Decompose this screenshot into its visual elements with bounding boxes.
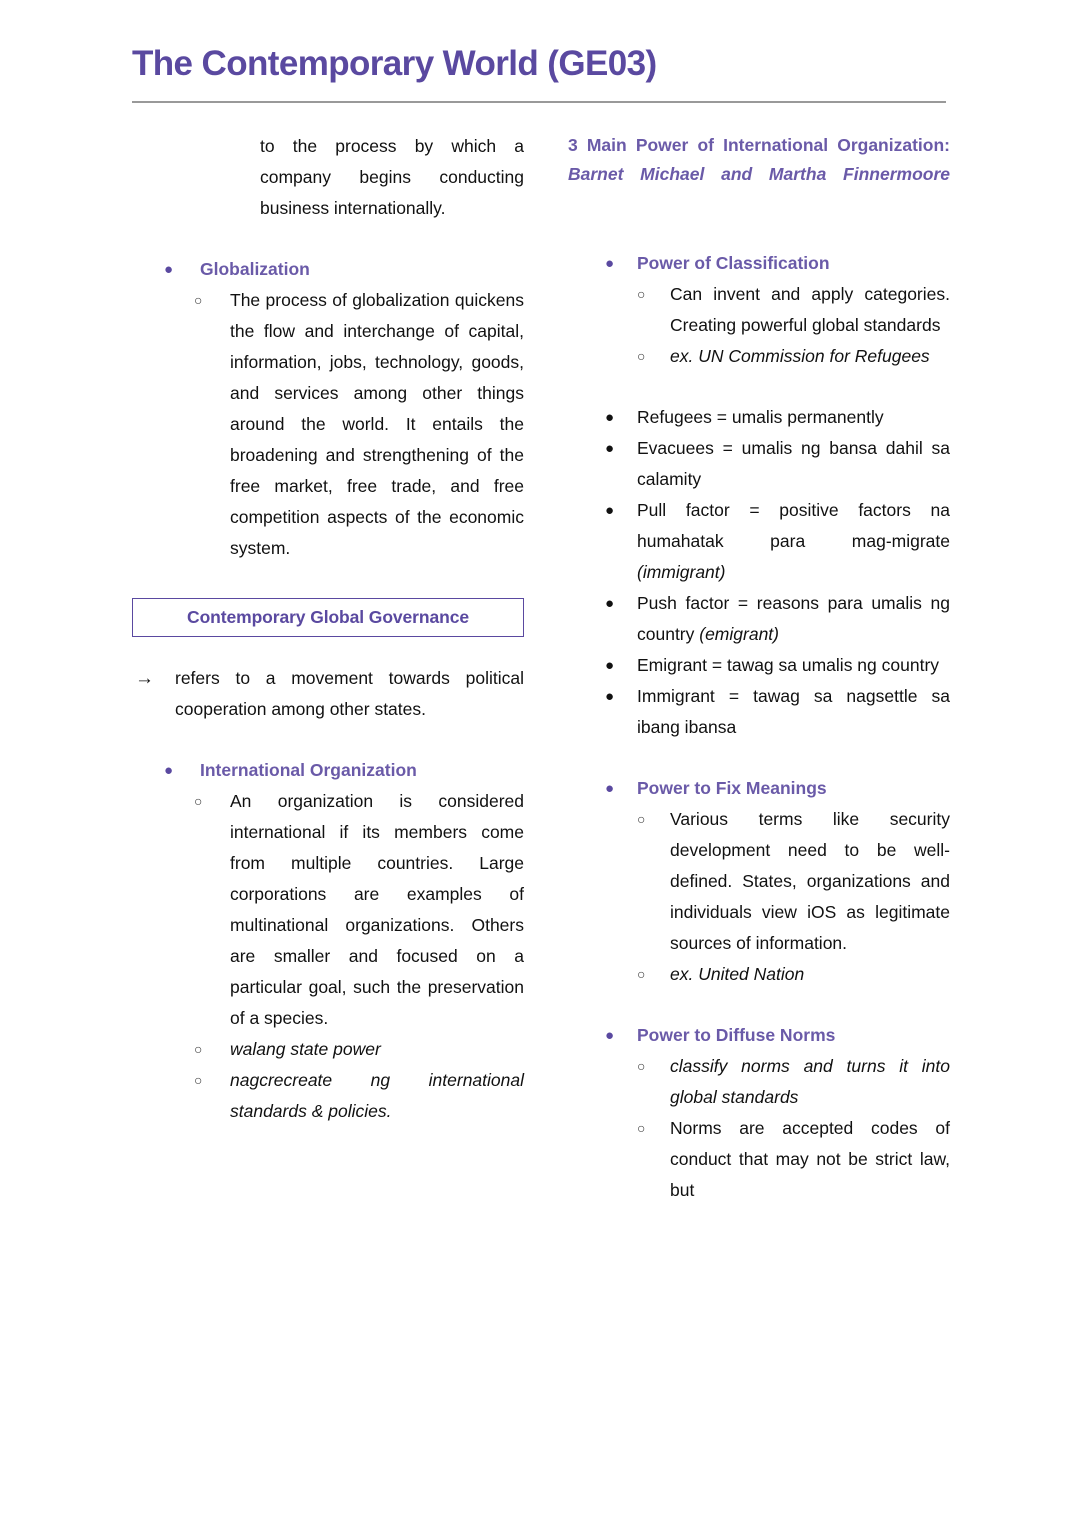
- list-item-term-refugees: [605, 402, 950, 433]
- circle-bullet-icon: ○: [194, 793, 203, 809]
- arrow-definition-row: [135, 663, 524, 725]
- list-item-term-emigrant: [605, 650, 950, 681]
- disc-bullet-icon: ●: [605, 657, 615, 674]
- right-column: [568, 131, 950, 1237]
- spacer: [568, 743, 950, 773]
- list-item-diffuse-norms-detail-2: [637, 1113, 950, 1237]
- spacer: [568, 218, 950, 248]
- heading-international-organization: International Organization: [200, 760, 417, 780]
- circle-bullet-icon: ○: [194, 1041, 203, 1057]
- list-item-io-note-2: [194, 1065, 524, 1127]
- global-governance-definition: refers to a movement towards political cooperation among other states.: [175, 668, 524, 719]
- list-item-power-of-classification: [605, 248, 950, 279]
- page-title: The Contemporary World (GE03): [132, 44, 657, 83]
- heading-prefix: 3 Main Power of International Organization:: [568, 135, 950, 155]
- list-item-io-note-1: [194, 1034, 524, 1065]
- spacer: [568, 990, 950, 1020]
- classification-example: ex. UN Commission for Refugees: [670, 346, 930, 366]
- list-item-classification-detail: [637, 279, 950, 341]
- left-column: [132, 131, 524, 1127]
- list-item-classification-example: [637, 341, 950, 372]
- disc-bullet-icon: ●: [605, 409, 615, 426]
- disc-bullet-icon: ●: [605, 502, 615, 519]
- io-note-nagcrecreate: nagcrecreate ng international standards & policies.: [230, 1070, 524, 1121]
- heading-power-of-classification: Power of Classification: [637, 253, 830, 273]
- io-description: An organization is considered international if its members come from multiple countries. Large corporations are examples of multinational organizations. Others are smaller and focused on a particular goal, such the preservation of a species.: [230, 791, 524, 1028]
- title-divider: [132, 101, 946, 103]
- circle-bullet-icon: ○: [637, 966, 646, 982]
- continued-paragraph: to the process by which a company begins conducting business internationally.: [260, 136, 524, 218]
- list-item-power-to-diffuse-norms: [605, 1020, 950, 1051]
- list-item-international-organization: [164, 755, 524, 786]
- diffuse-norms-description: Norms are accepted codes of conduct that may not be strict law, but: [670, 1118, 950, 1200]
- circle-bullet-icon: ○: [637, 286, 646, 302]
- term-emigrant: Emigrant = tawag sa umalis ng country: [637, 655, 940, 675]
- fix-meanings-example: ex. United Nation: [670, 964, 805, 984]
- heading-power-to-fix-meanings: Power to Fix Meanings: [637, 778, 827, 798]
- circle-bullet-icon: ○: [637, 348, 646, 364]
- disc-bullet-icon: ●: [605, 595, 615, 612]
- globalization-description: The process of globalization quickens the flow and interchange of capital, information, jobs, technology, goods, and services among other things around the world. It entails the broadening and strengthening of the free market, free trade, and free competition aspects of the economic system.: [230, 290, 524, 558]
- spacer: [132, 224, 524, 254]
- spacer: [568, 372, 950, 402]
- list-item-term-evacuees: [605, 433, 950, 495]
- list-item-term-push-factor: [605, 588, 950, 650]
- spacer: [132, 725, 524, 755]
- list-item-power-to-fix-meanings: [605, 773, 950, 804]
- arrow-right-icon: →: [135, 668, 154, 689]
- term-push-factor: Push factor = reasons para umalis ng country (emigrant): [637, 593, 950, 644]
- io-note-walang-state-power: walang state power: [230, 1039, 381, 1059]
- list-item-fix-meanings-example: [637, 959, 950, 990]
- circle-bullet-icon: ○: [637, 1058, 646, 1074]
- disc-bullet-icon: ●: [164, 762, 174, 779]
- disc-bullet-icon: ●: [605, 440, 615, 457]
- disc-bullet-icon: ●: [605, 255, 615, 272]
- list-item-term-immigrant: [605, 681, 950, 743]
- term-pull-factor-tail: (immigrant): [637, 562, 726, 582]
- section-box-global-governance: [132, 598, 524, 637]
- list-item-globalization: [164, 254, 524, 285]
- term-immigrant: Immigrant = tawag sa nagsettle sa ibang ibansa: [637, 686, 950, 737]
- term-push-factor-tail: (emigrant): [699, 624, 779, 644]
- list-item-globalization-detail: [194, 285, 524, 564]
- fix-meanings-description: Various terms like security development need to be well-defined. States, organizations and individuals view iOS as legitimate sources of information.: [670, 809, 950, 953]
- circle-bullet-icon: ○: [194, 1072, 203, 1088]
- term-refugees: Refugees = umalis permanently: [637, 407, 884, 427]
- circle-bullet-icon: ○: [194, 292, 203, 308]
- heading-authors: Barnet Michael and Martha Finnermoore: [568, 164, 950, 184]
- heading-power-to-diffuse-norms: Power to Diffuse Norms: [637, 1025, 836, 1045]
- circle-bullet-icon: ○: [637, 811, 646, 827]
- term-evacuees: Evacuees = umalis ng bansa dahil sa calamity: [637, 438, 950, 489]
- page-title-wrap: [132, 44, 946, 84]
- disc-bullet-icon: ●: [164, 261, 174, 278]
- classification-description: Can invent and apply categories. Creating powerful global standards: [670, 284, 950, 335]
- disc-bullet-icon: ●: [605, 688, 615, 705]
- circle-bullet-icon: ○: [637, 1120, 646, 1136]
- heading-globalization: Globalization: [200, 259, 310, 279]
- disc-bullet-icon: ●: [605, 1027, 615, 1044]
- list-item-term-pull-factor: [605, 495, 950, 588]
- disc-bullet-icon: ●: [605, 780, 615, 797]
- list-item-io-detail: [194, 786, 524, 1034]
- diffuse-norms-classify: classify norms and turns it into global standards: [670, 1056, 950, 1107]
- term-pull-factor: Pull factor = positive factors na humahatak para mag-migrate (immigrant): [637, 500, 950, 582]
- list-item-fix-meanings-detail: [637, 804, 950, 959]
- list-item-diffuse-norms-detail-1: [637, 1051, 950, 1113]
- section-box-label: Contemporary Global Governance: [187, 607, 469, 627]
- heading-three-main-powers: [568, 131, 950, 218]
